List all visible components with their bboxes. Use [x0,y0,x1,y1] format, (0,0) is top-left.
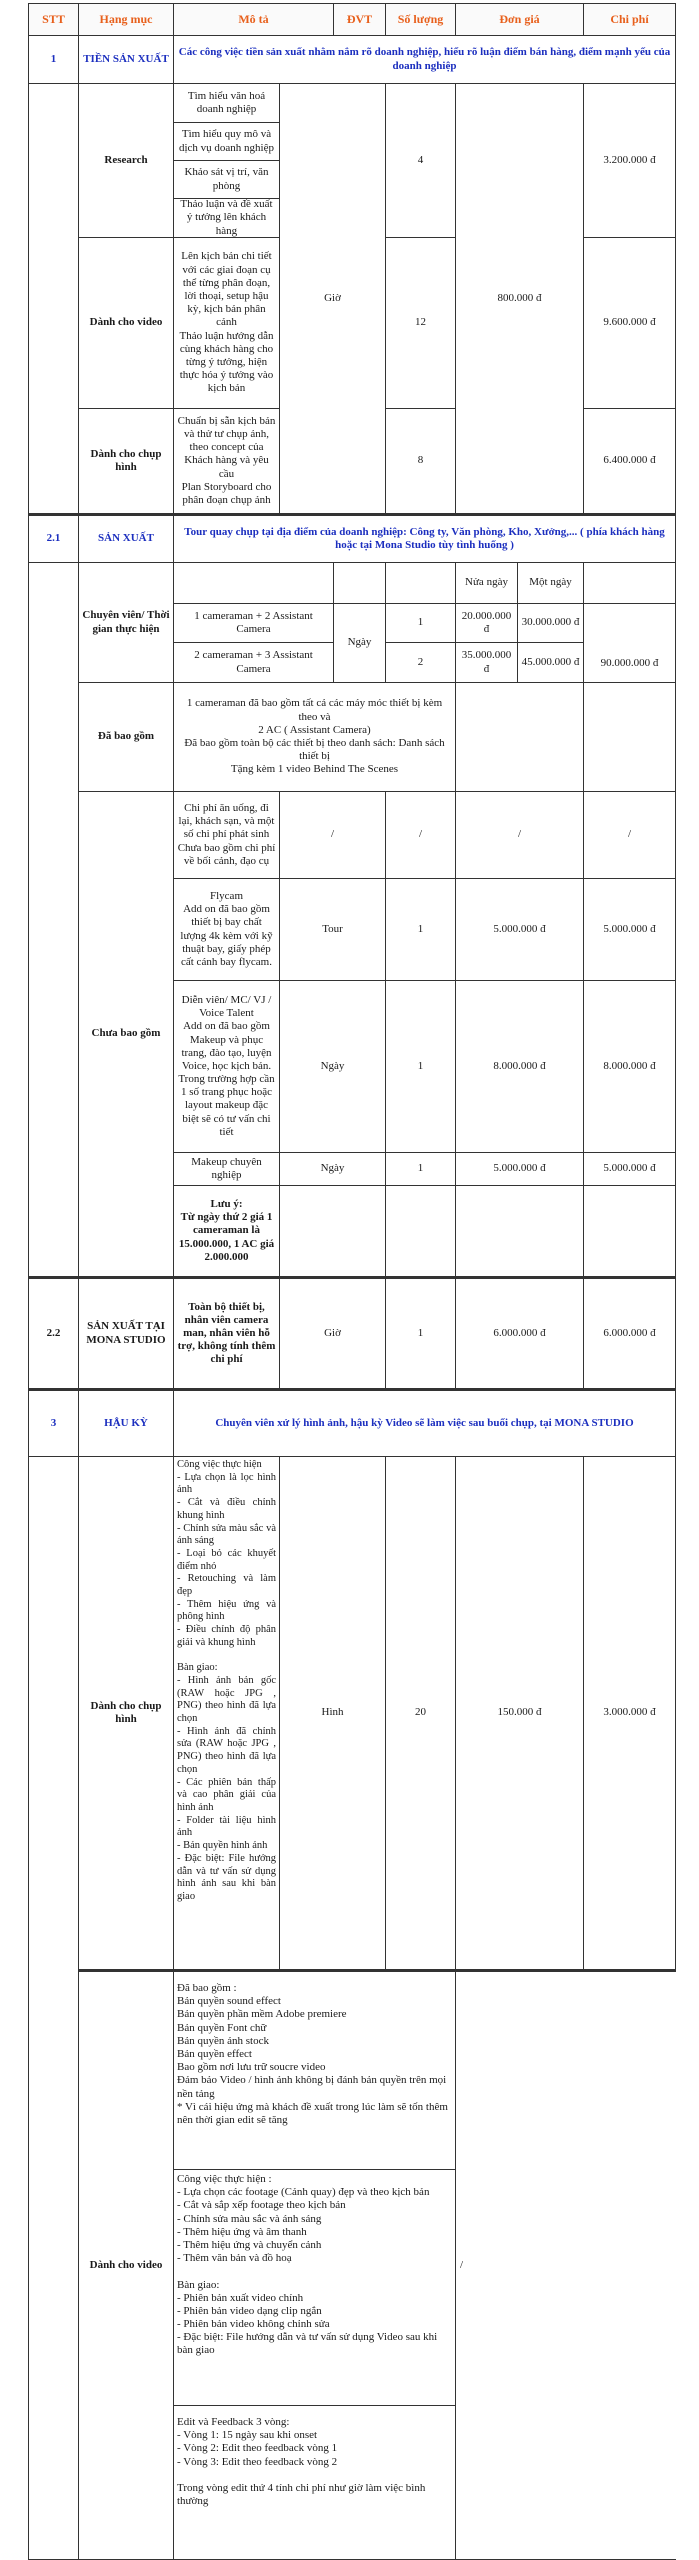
s21-staff-blank-cost [584,563,676,604]
s3-photo-price: 150.000 đ [456,1457,584,1970]
s21-note-blank-cost [584,1186,676,1277]
s1-stt-blank [28,84,79,514]
s21-note-blank-qty [386,1186,456,1277]
s21-excluded-1-desc: Chi phí ăn uống, đi lại, khách sạn, và một số chi phí phát sinh Chưa bao gồm chi phí về bối cảnh, đạo cụ [174,792,280,879]
s21-staff-unit: Ngày [334,604,386,683]
s21-excluded-1-unit: / [280,792,386,879]
s3-video-tasks: Công việc thực hiện : - Lựa chọn các footage (Cảnh quay) đẹp và theo kịch bản - Cắt và sắp xếp footage theo kịch bản - Chỉnh sửa màu sắc và ánh sáng - Thêm hiệu ứng và âm thanh - Thêm hiệu ứng và chuyển cảnh - Thêm văn bản và đồ hoạ Bàn giao: - Phiên bản xuất video chính - Phiên bản video dạng clip ngắn - Phiên bản video không chỉnh sửa - Đặc biệt: File hướng dẫn và tư vấn sử dụng Video sau khi bàn giao [174,2170,456,2406]
s22-description: Toàn bộ thiết bị, nhân viên camera man, nhân viên hỗ trợ, không tính thêm chi phí [174,1277,280,1389]
s3-video-included: Đã bao gồm : Bản quyền sound effect Bản quyền phần mềm Adobe premiere Bản quyền Font chữ Bản quyền ảnh stock Bản quyền effect Bao gồm nơi lưu trữ soucre video Đảm bảo Video / hình ảnh không bị đánh bản quyền trên mọi nền tảng * Vì cái hiệu ứng mà khách đề xuất trong lúc làm sẽ tốn thêm nên thời gian edit sẽ tăng [174,1970,456,2170]
header-stt: STT [28,3,79,36]
s3-stt-blank [28,1457,79,2560]
s21-staff-blank-qty [386,563,456,604]
s21-excluded-4-qty: 1 [386,1153,456,1186]
s21-excluded-3-unit: Ngày [280,981,386,1153]
s21-staff-blank-unit [334,563,386,604]
s22-price: 6.000.000 đ [456,1277,584,1389]
s21-note: Lưu ý: Từ ngày thứ 2 giá 1 cameraman là 15.000.000, 1 AC giá 2.000.000 [174,1186,280,1277]
s1-video-desc: Lên kịch bản chi tiết với các giai đoạn cụ thể từng phân đoạn, lời thoại, setup hậu kỳ, kịch bản phân cảnh Thảo luận hướng dẫn cùng khách hàng cho từng ý tưởng, hiện thực hóa ý tưởng vào kịch bản [174,238,280,409]
s3-video-feedback: Edit và Feedback 3 vòng: - Vòng 1: 15 ngày sau khi onset - Vòng 2: Edit theo feedback vòng 1 - Vòng 3: Edit theo feedback vòng 2 Trong vòng edit thứ 4 tính chi phí như giờ làm việc bình thường [174,2406,456,2560]
s21-excluded-4-price: 5.000.000 đ [456,1153,584,1186]
header-mo-ta: Mô tả [174,3,334,36]
s1-unit-price: 800.000 đ [456,84,584,514]
s1-research-item: Thảo luận và đề xuất ý tưởng lên khách hàng [174,199,280,238]
s21-excluded-3-desc: Diễn viên/ MC/ VJ / Voice Talent Add on đã bao gồm Makeup và phục trang, đào tạo, luyện Voice, học kịch bản. Trong trường hợp cần 1 số trang phục hoặc layout makeup đặc biệt sẽ có tư vấn chi tiết [174,981,280,1153]
s22-stt: 2.2 [28,1277,79,1389]
s1-photo-cost: 6.400.000 đ [584,409,676,514]
s1-stt: 1 [28,36,79,84]
s21-excluded-1-cost: / [584,792,676,879]
s1-photo-qty: 8 [386,409,456,514]
s21-option-2-qty: 2 [386,643,456,683]
s21-excluded-4-desc: Makeup chuyên nghiệp [174,1153,280,1186]
s1-research-item: Khảo sát vị trí, văn phòng [174,161,280,199]
s21-note-blank-price [456,1186,584,1277]
s21-staff-label: Chuyên viên/ Thời gian thực hiện [79,563,174,683]
s1-description: Các công việc tiền sản xuất nhằm nắm rõ doanh nghiệp, hiểu rõ luận điểm bán hàng, điểm mạnh yếu của doanh nghiệp [174,36,676,84]
s21-included-label: Đã bao gồm [79,683,174,792]
s3-stt: 3 [28,1389,79,1457]
s21-staff-blank-desc [174,563,334,604]
s21-option-2-full: 45.000.000 đ [518,643,584,683]
s21-staff-cost: 90.000.000 đ [584,604,676,683]
s21-stt-blank [28,563,79,1277]
s21-excluded-3-price: 8.000.000 đ [456,981,584,1153]
s1-title: TIỀN SẢN XUẤT [79,36,174,84]
s21-note-blank-unit [280,1186,386,1277]
s3-photo-unit: Hình [280,1457,386,1970]
s1-photo-desc: Chuẩn bị sẵn kịch bản và thử tư chụp ảnh, theo concept của Khách hàng và yêu cầu Plan Storyboard cho phân đoạn chụp ảnh [174,409,280,514]
s21-option-2-half: 35.000.000 đ [456,643,518,683]
s3-photo-desc: Công việc thực hiện - Lựa chọn là lọc hình ảnh - Cắt và điều chỉnh khung hình - Chỉnh sửa màu sắc và ánh sáng - Loại bỏ các khuyết điểm nhỏ - Retouching và làm đẹp - Thêm hiệu ứng và phông hình - Điều chỉnh độ phân giải và khung hình Bàn giao: - Hình ảnh bản gốc (RAW hoặc JPG , PNG) theo hình đã lựa chọn - Hình ảnh đã chỉnh sửa (RAW hoặc JPG , PNG) theo hình đã lựa chọn - Các phiên bản thấp và cao phân giải của hình ảnh - Folder tài liệu hình ảnh - Bản quyền hình ảnh - Đặc biệt: File hướng dẫn và tư vấn sử dụng hình ảnh sau khi bàn giao [174,1457,280,1970]
s1-research-qty: 4 [386,84,456,238]
header-so-luong: Số lượng [386,3,456,36]
s21-half-day-header: Nửa ngày [456,563,518,604]
s21-option-1-qty: 1 [386,604,456,643]
s21-option-2-desc: 2 cameraman + 3 Assistant Camera [174,643,334,683]
s1-video-qty: 12 [386,238,456,409]
s3-photo-cost: 3.000.000 đ [584,1457,676,1970]
header-hang-muc: Hạng mục [79,3,174,36]
s21-excluded-2-desc: Flycam Add on đã bao gồm thiết bị bay chất lượng 4k kèm với kỹ thuật bay, giấy phép cất cánh bay flycam. [174,879,280,981]
s21-included-blank-price [456,683,584,792]
s21-excluded-2-unit: Tour [280,879,386,981]
s1-research-item: Tìm hiểu quy mô và dịch vụ doanh nghiệp [174,123,280,161]
s21-excluded-3-cost: 8.000.000 đ [584,981,676,1153]
s21-option-1-desc: 1 cameraman + 2 Assistant Camera [174,604,334,643]
s21-included-blank-cost [584,683,676,792]
s21-option-1-half: 20.000.000 đ [456,604,518,643]
s1-video-cost: 9.600.000 đ [584,238,676,409]
s21-option-1-full: 30.000.000 đ [518,604,584,643]
header-don-gia: Đơn giá [456,3,584,36]
s1-video-label: Dành cho video [79,238,174,409]
s22-title: SẢN XUẤT TẠI MONA STUDIO [79,1277,174,1389]
s3-photo-qty: 20 [386,1457,456,1970]
header-dvt: ĐVT [334,3,386,36]
s3-video-label: Dành cho video [79,1970,174,2560]
s21-stt: 2.1 [28,514,79,563]
s21-excluded-2-cost: 5.000.000 đ [584,879,676,981]
s1-research-label: Research [79,84,174,238]
s21-excluded-2-price: 5.000.000 đ [456,879,584,981]
s3-photo-label: Dành cho chụp hình [79,1457,174,1970]
s22-cost: 6.000.000 đ [584,1277,676,1389]
s21-title: SẢN XUẤT [79,514,174,563]
s21-excluded-3-qty: 1 [386,981,456,1153]
s22-qty: 1 [386,1277,456,1389]
s21-excluded-2-qty: 1 [386,879,456,981]
s1-research-item: Tìm hiểu văn hoá doanh nghiệp [174,84,280,123]
s21-excluded-4-cost: 5.000.000 đ [584,1153,676,1186]
s21-excluded-1-price: / [456,792,584,879]
s22-unit: Giờ [280,1277,386,1389]
s21-description: Tour quay chụp tại địa điểm của doanh nghiệp: Công ty, Văn phòng, Kho, Xưởng,... ( phía khách hàng hoặc tại Mona Studio tùy tình huống ) [174,514,676,563]
s3-description: Chuyên viên xử lý hình ảnh, hậu kỳ Video sẽ làm việc sau buổi chụp, tại MONA STUDIO [174,1389,676,1457]
s3-video-slash: / [456,1970,676,2560]
s21-full-day-header: Một ngày [518,563,584,604]
s21-included-desc: 1 cameraman đã bao gồm tất cả các máy móc thiết bị kèm theo và 2 AC ( Assistant Camera) Đã bao gồm toàn bộ các thiết bị theo danh sách: Danh sách thiết bị Tặng kèm 1 video Behind The Scenes [174,683,456,792]
s21-excluded-1-qty: / [386,792,456,879]
s21-excluded-label: Chưa bao gồm [79,792,174,1277]
header-chi-phi: Chi phí [584,3,676,36]
s1-photo-label: Dành cho chụp hình [79,409,174,514]
s21-excluded-4-unit: Ngày [280,1153,386,1186]
s1-unit: Giờ [280,84,386,514]
s3-title: HẬU KỲ [79,1389,174,1457]
s1-research-cost: 3.200.000 đ [584,84,676,238]
